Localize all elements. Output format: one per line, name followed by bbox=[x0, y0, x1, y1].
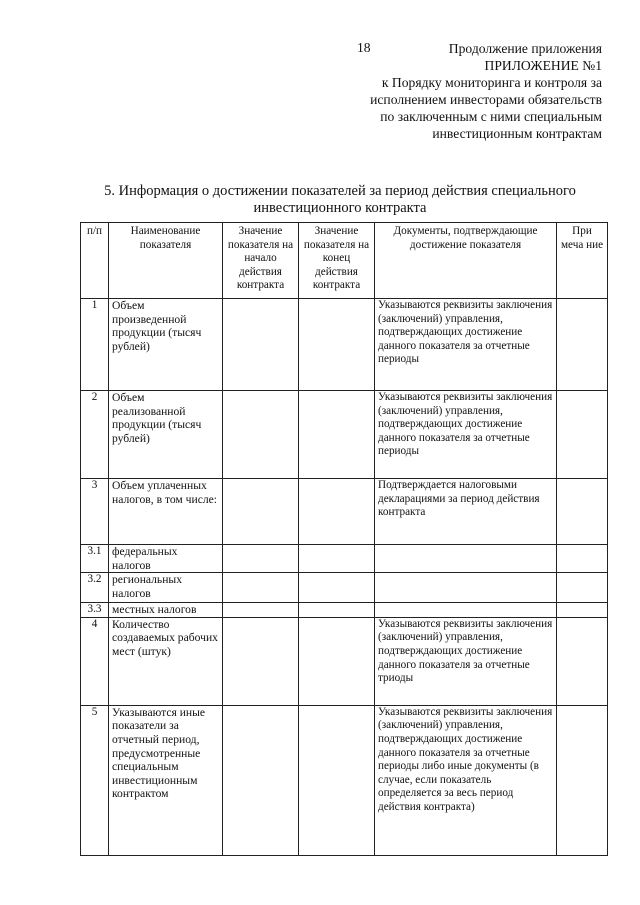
table-row bbox=[81, 573, 608, 603]
row-end-value bbox=[299, 705, 375, 855]
row-number: 4 bbox=[81, 617, 109, 705]
indicators-table bbox=[80, 222, 608, 856]
row-indicator-name: федеральных налогов bbox=[109, 545, 223, 573]
row-number: 3 bbox=[81, 479, 109, 545]
appendix-line-2: исполнением инвесторами обязательств bbox=[370, 92, 602, 107]
row-documents: Указываются реквизиты заключения (заключений) управления, подтверждающих достижение данного показателя за отчетные периоды bbox=[375, 299, 557, 391]
header-end-value: Значение показателя на конец действия контракта bbox=[299, 223, 375, 299]
row-start-value bbox=[223, 573, 299, 603]
table-row bbox=[81, 391, 608, 479]
row-indicator-name: Объем уплаченных налогов, в том числе: bbox=[109, 479, 223, 545]
row-documents bbox=[375, 603, 557, 618]
appendix-label: ПРИЛОЖЕНИЕ №1 bbox=[484, 58, 602, 73]
row-end-value bbox=[299, 617, 375, 705]
table-row bbox=[81, 299, 608, 391]
header-name: Наименование показателя bbox=[109, 223, 223, 299]
row-start-value bbox=[223, 545, 299, 573]
section-title-line-1: 5. Информация о достижении показателей за период действия специального bbox=[104, 183, 576, 199]
row-note bbox=[557, 617, 608, 705]
header-documents: Документы, подтверждающие достижение показателя bbox=[375, 223, 557, 299]
row-number: 5 bbox=[81, 705, 109, 855]
row-indicator-name: Количество создаваемых рабочих мест (штук) bbox=[109, 617, 223, 705]
row-documents: Указываются реквизиты заключения (заключений) управления, подтверждающих достижение данного показателя за отчетные триоды bbox=[375, 617, 557, 705]
row-documents: Указываются реквизиты заключения (заключений) управления, подтверждающих достижение данного показателя за отчетные периоды bbox=[375, 391, 557, 479]
appendix-line-1: к Порядку мониторинга и контроля за bbox=[381, 75, 602, 90]
row-start-value bbox=[223, 391, 299, 479]
continuation-label: Продолжение приложения bbox=[448, 41, 602, 56]
row-note bbox=[557, 573, 608, 603]
row-start-value bbox=[223, 479, 299, 545]
row-start-value bbox=[223, 617, 299, 705]
row-indicator-name: региональных налогов bbox=[109, 573, 223, 603]
table-header-row bbox=[81, 223, 608, 299]
row-documents: Подтверждается налоговыми декларациями за период действия контракта bbox=[375, 479, 557, 545]
row-end-value bbox=[299, 603, 375, 618]
table-row bbox=[81, 479, 608, 545]
row-note bbox=[557, 545, 608, 573]
row-end-value bbox=[299, 391, 375, 479]
table-row bbox=[81, 545, 608, 573]
row-documents bbox=[375, 573, 557, 603]
row-end-value bbox=[299, 573, 375, 603]
row-indicator-name: местных налогов bbox=[109, 603, 223, 618]
page-number: 18 bbox=[357, 40, 371, 55]
row-note bbox=[557, 299, 608, 391]
row-indicator-name: Указываются иные показатели за отчетный период, предусмотренные специальным инвестиционным контрактом bbox=[109, 705, 223, 855]
row-documents: Указываются реквизиты заключения (заключений) управления, подтверждающих достижение данного показателя за отчетные периоды либо иные документы (в случае, если показатель определяется за весь период действия контракта) bbox=[375, 705, 557, 855]
row-start-value bbox=[223, 705, 299, 855]
row-number: 2 bbox=[81, 391, 109, 479]
appendix-header bbox=[342, 40, 602, 142]
row-number: 1 bbox=[81, 299, 109, 391]
row-note bbox=[557, 705, 608, 855]
row-indicator-name: Объем произведенной продукции (тысяч рублей) bbox=[109, 299, 223, 391]
row-end-value bbox=[299, 545, 375, 573]
row-note bbox=[557, 603, 608, 618]
row-note bbox=[557, 479, 608, 545]
header-start-value: Значение показателя на начало действия контракта bbox=[223, 223, 299, 299]
table-body bbox=[81, 299, 608, 856]
row-note bbox=[557, 391, 608, 479]
row-indicator-name: Объем реализованной продукции (тысяч рублей) bbox=[109, 391, 223, 479]
row-number: 3.1 bbox=[81, 545, 109, 573]
row-start-value bbox=[223, 603, 299, 618]
header-note: При меча ние bbox=[557, 223, 608, 299]
appendix-line-4: инвестиционным контрактам bbox=[432, 126, 602, 141]
row-end-value bbox=[299, 299, 375, 391]
row-documents bbox=[375, 545, 557, 573]
section-title-line-2: инвестиционного контракта bbox=[253, 200, 427, 216]
row-start-value bbox=[223, 299, 299, 391]
table-row bbox=[81, 617, 608, 705]
row-number: 3.2 bbox=[81, 573, 109, 603]
appendix-line-3: по заключенным с ними специальным bbox=[380, 109, 602, 124]
table-row bbox=[81, 705, 608, 855]
section-title bbox=[60, 183, 620, 217]
header-num: п/п bbox=[81, 223, 109, 299]
table-row bbox=[81, 603, 608, 618]
row-end-value bbox=[299, 479, 375, 545]
row-number: 3.3 bbox=[81, 603, 109, 618]
